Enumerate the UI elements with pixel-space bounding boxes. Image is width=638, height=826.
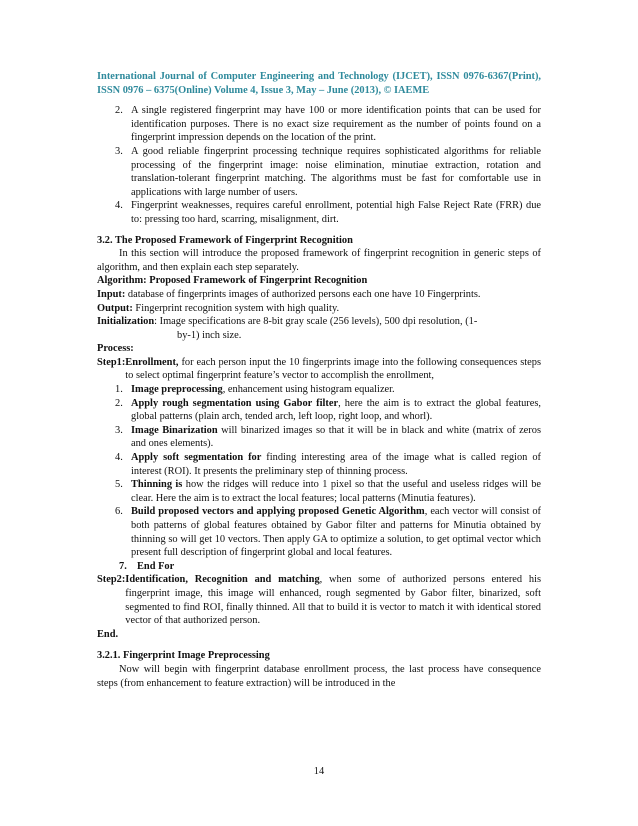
algorithm-title: Algorithm: Proposed Framework of Fingerprint Recognition: [97, 275, 368, 287]
initialization-continuation: by-1) inch size.: [177, 329, 242, 341]
list-item-text: finding interesting area of the image what is called region of interest (ROI). It presents the preliminary step of thinning process.: [131, 452, 541, 477]
list-item-text: , here the aim is to extract the global features, global patterns (plain arch, tended arch, left loop, right loop, and whorl).: [131, 397, 541, 423]
end-for-text: End For: [137, 560, 175, 572]
list-item-heading: Apply soft segmentation for: [131, 452, 262, 464]
process-label: Process:: [97, 343, 134, 355]
step2-heading: Identification, Recognition and matching: [125, 574, 320, 586]
list-number: 2.: [115, 397, 123, 409]
intro-list: [97, 104, 541, 226]
output-line: [97, 302, 541, 316]
page-number: 14: [313, 766, 325, 777]
initialization-line: [97, 315, 541, 329]
list-item-heading: Image preprocessing: [131, 384, 223, 396]
list-item: [97, 104, 541, 145]
input-line: [97, 288, 541, 302]
list-item: [97, 145, 541, 199]
list-text: [131, 397, 541, 424]
output-label: Output:: [97, 302, 133, 314]
step1: [97, 356, 541, 383]
initialization-text: : Image specifications are 8-bit gray scale (256 levels), 500 dpi resolution, (1-: [154, 316, 478, 328]
step1-heading: Enrollment,: [125, 356, 179, 368]
step2-body: [125, 573, 541, 627]
list-item-heading: Apply rough segmentation using Gabor filter: [131, 397, 339, 409]
list-item-text: , each vector will consist of both patterns of global features obtained by Gabor filter and patterns for Minutia obtained by thinning so will get 10 vectors. Then apply GA to optimize a solution, to get optimal vector which present full description of fingerprint global and local features.: [131, 506, 541, 559]
list-number: 3.: [115, 145, 123, 157]
step1-list: [97, 383, 541, 573]
list-text: [131, 478, 541, 505]
list-number: 2.: [115, 105, 123, 117]
list-text: A single registered fingerprint may have 100 or more identification points that can be used for identification purposes. There is no exact size requirement as the number of points found on a fingerprint impression depends on the location of the print.: [131, 105, 541, 144]
list-item: [97, 478, 541, 505]
output-text: Fingerprint recognition system with high quality.: [132, 302, 340, 314]
list-item-heading: Build proposed vectors and applying proposed Genetic Algorithm: [131, 506, 425, 518]
step1-label: Step1:: [97, 356, 126, 368]
subsection-text: Now will begin with fingerprint database enrollment process, the last process have consequence steps (from enhancement to feature extraction) will be introduced in the: [97, 663, 541, 689]
list-text: [131, 383, 541, 397]
list-text: A good reliable fingerprint processing technique requires sophisticated algorithms for reliable processing of the fingerprint image: noise elimination, minutiae extraction, rotation and translation-tolerant fingerprint matching. The algorithms must be fast for comfortable use in applications with large number of users.: [131, 145, 541, 198]
list-number: 4.: [115, 452, 123, 464]
step1-body: [125, 356, 541, 383]
section-title: 3.2. The Proposed Framework of Fingerprint Recognition: [97, 234, 353, 246]
list-number: 1.: [115, 384, 123, 396]
list-item: [97, 424, 541, 451]
list-item-text: , enhancement using histogram equalizer.: [222, 384, 395, 396]
list-item-text: how the ridges will reduce into 1 pixel so that the useful and useless ridges will be clear. Here the aim is to extract the local features; local patterns (Minutia features).: [131, 479, 541, 504]
list-number: 6.: [115, 506, 123, 518]
step2-label: Step2:: [97, 574, 126, 586]
end-for-item: [97, 560, 541, 574]
list-text: [131, 451, 541, 478]
input-text: database of fingerprints images of authorized persons each one have 10 Fingerprints.: [125, 288, 481, 300]
step2: [97, 573, 541, 627]
page-content: [97, 70, 541, 690]
initialization-label: Initialization: [97, 316, 155, 328]
list-item-heading: Thinning is: [131, 479, 183, 491]
step2-text: , when some of authorized persons entered his fingerprint image, this image will enhanced, rough segmented by Gabor filter, binarized, soft segmented to find ROI, finally thinned. All that to build it is vector to match it with identical stored vector of that authorized person.: [125, 574, 541, 627]
list-item-text: will binarized images so that it will be in black and white (matrix of zeros and ones elements).: [131, 424, 541, 450]
list-number: 3.: [115, 424, 123, 436]
list-number: 4.: [115, 200, 123, 212]
list-item: [97, 505, 541, 559]
journal-header: International Journal of Computer Engineering and Technology (IJCET), ISSN 0976-6367(Print), ISSN 0976 – 6375(Online) Volume 4, Issue 3, May – June (2013), © IAEME: [97, 71, 541, 96]
step1-text: for each person input the 10 fingerprints image into the following consequences steps to select optimal fingerprint feature’s vector to accomplish the enrollment,: [125, 356, 541, 382]
list-item: [97, 199, 541, 226]
list-item: [97, 383, 541, 397]
end-label: End.: [97, 628, 119, 640]
list-number: 5.: [115, 479, 123, 491]
list-text: [131, 424, 541, 451]
list-item: [97, 397, 541, 424]
input-label: Input:: [97, 288, 126, 300]
section-intro: In this section will introduce the proposed framework of fingerprint recognition in generic steps of algorithm, and then explain each step separately.: [97, 248, 541, 273]
list-text: Fingerprint weaknesses, requires careful enrollment, potential high False Reject Rate (FRR) due to: pressing too hard, scarring, misalignment, dirt.: [131, 200, 541, 225]
list-text: [131, 505, 541, 559]
list-number: 7.: [119, 560, 127, 572]
list-item-heading: Image Binarization: [131, 424, 218, 436]
subsection-title: 3.2.1. Fingerprint Image Preprocessing: [97, 650, 270, 662]
list-item: [97, 451, 541, 478]
